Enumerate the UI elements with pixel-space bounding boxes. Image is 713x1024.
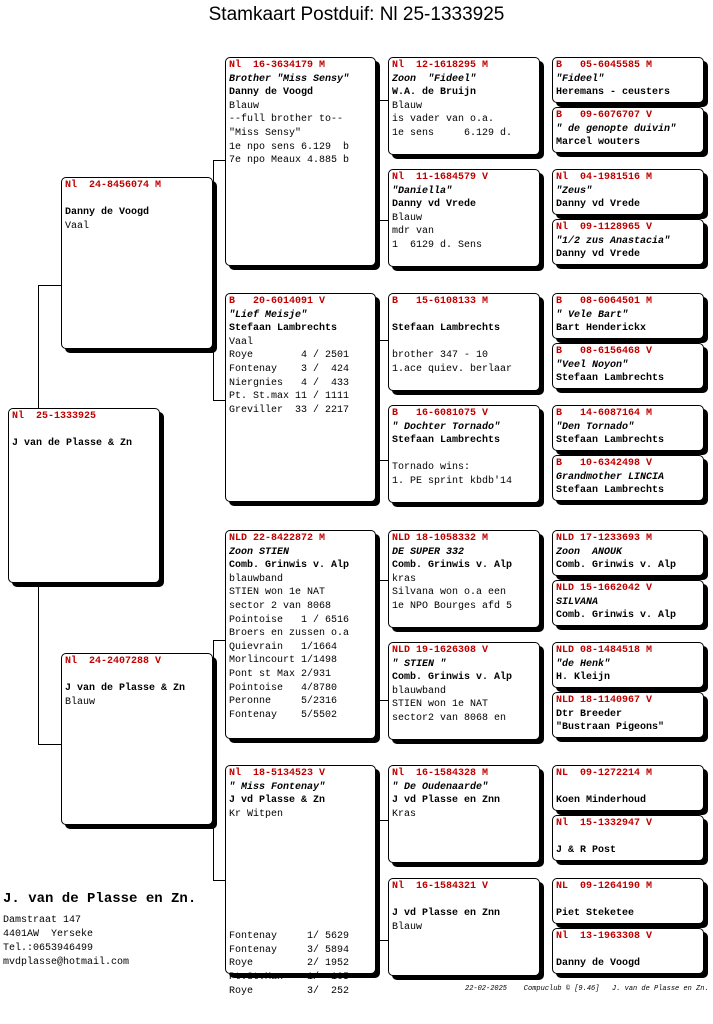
ring-number: NLD 15-1662042 V (556, 583, 653, 594)
pedigree-text-line: Brother "Miss Sensy" (229, 73, 350, 85)
pedigree-text-line: Blauw (392, 100, 423, 112)
blank-line (229, 821, 372, 835)
connector-line (38, 744, 61, 745)
great-grandparent-card (552, 107, 704, 153)
pedigree-text-line: Dtr Breeder (556, 708, 623, 720)
ring-number: Nl 24-2407288 V (65, 656, 162, 667)
connector-line (213, 160, 214, 400)
connector-line (213, 160, 225, 161)
pedigree-text-line: Blauw (229, 100, 260, 112)
blank-line (556, 781, 700, 795)
pedigree-text-line: Vaal (65, 220, 90, 232)
pedigree-text-line: J vd Plasse en Znn (392, 908, 501, 920)
great-grandparent-card (552, 343, 704, 389)
connector-line (376, 220, 388, 221)
ring-number: Nl 16-1584328 M (392, 768, 489, 779)
ring-number: B 08-6064501 M (556, 296, 653, 307)
dam-sire-card (225, 530, 376, 739)
pedigree-text-line: "Fideel" (556, 73, 605, 85)
pedigree-text-line: kras (392, 573, 417, 585)
connector-line (376, 580, 388, 581)
great-grandparent-card (552, 455, 704, 501)
blank-line (556, 894, 700, 908)
blank-line (556, 831, 700, 845)
pedigree-text-line: Fontenay 5/5502 (229, 709, 338, 721)
connector-line (213, 640, 214, 880)
sire-dam-card (225, 293, 376, 502)
pedigree-text-line: Danny vd Vrede (556, 199, 641, 211)
ring-number: B 20-6014091 V (229, 296, 326, 307)
pedigree-text-line: 1e npo sens 6.129 b (229, 141, 350, 153)
pedigree-text-line: Morlincourt 1/1498 (229, 655, 338, 667)
pedigree-text-line: Danny de Voogd (65, 207, 150, 219)
pedigree-text-line: blauwband (392, 685, 447, 697)
ring-number: Nl 16-3634179 M (229, 60, 326, 71)
blank-line (229, 876, 372, 890)
great-grandparent-card (552, 219, 704, 265)
ring-number: B 10-6342498 V (556, 458, 653, 469)
ring-number: Nl 24-8456074 M (65, 180, 162, 191)
pedigree-text-line: Fontenay 3/ 5894 (229, 944, 350, 956)
dam-sire-sire-card (388, 530, 540, 628)
pedigree-text-line: Heremans - ceusters (556, 87, 671, 99)
owner-name: J. van de Plasse en Zn. (3, 891, 197, 907)
pedigree-text-line: Stefaan Lambrechts (556, 485, 665, 497)
pedigree-text-line: "Zeus" (556, 185, 593, 197)
sire-sire-card (225, 57, 376, 266)
pedigree-text-line: 1.ace quiev. berlaar (392, 363, 513, 375)
blank-line (229, 862, 372, 876)
pedigree-text-line: Tornado wins: (392, 462, 471, 474)
pedigree-text-line: Roye 4 / 2501 (229, 350, 350, 362)
dam-dam-dam-card (388, 878, 540, 976)
pedigree-text-line: 1e NPO Bourges afd 5 (392, 600, 513, 612)
pedigree-text-line: Danny vd Vrede (392, 199, 477, 211)
connector-line (376, 340, 388, 341)
pedigree-text-line: Blauw (392, 921, 423, 933)
connector-line (376, 820, 377, 940)
ring-number: B 15-6108133 M (392, 296, 489, 307)
pedigree-text-line: Stefaan Lambrechts (229, 323, 338, 335)
pedigree-text-line: Stefaan Lambrechts (392, 323, 501, 335)
great-grandparent-card (552, 580, 704, 626)
ring-number: B 05-6045585 M (556, 60, 653, 71)
blank-line (392, 448, 536, 462)
pedigree-text-line: blauwband (229, 573, 284, 585)
pedigree-text-line: " Vele Bart" (556, 309, 629, 321)
sire-card (61, 177, 213, 349)
pedigree-text-line: Pointoise 4/8780 (229, 682, 338, 694)
ring-number: NLD 18-1058332 M (392, 533, 489, 544)
pedigree-text-line: J vd Plasse en Znn (392, 795, 501, 807)
connector-line (376, 460, 388, 461)
pedigree-text-line: Pt.St.Max 1/ 105 (229, 971, 350, 983)
dam-sire-dam-card (388, 642, 540, 740)
pedigree-text-line: Comb. Grinwis v. Alp (556, 560, 677, 572)
pedigree-text-line: is vader van o.a. (392, 114, 495, 126)
great-grandparent-card (552, 765, 704, 811)
great-grandparent-card (552, 928, 704, 974)
pedigree-text-line: Zoon STIEN (229, 546, 290, 558)
pedigree-text-line: Kr Witpen (229, 808, 284, 820)
pedigree-text-line: J vd Plasse & Zn (229, 795, 326, 807)
great-grandparent-card (552, 405, 704, 451)
sire-dam-sire-card (388, 293, 540, 391)
great-grandparent-card (552, 57, 704, 103)
pedigree-text-line: Blauw (65, 696, 96, 708)
pedigree-text-line: Stefaan Lambrechts (392, 435, 501, 447)
pedigree-text-line: Comb. Grinwis v. Alp (229, 560, 350, 572)
ring-number: NLD 19-1626308 V (392, 645, 489, 656)
pedigree-text-line: SILVANA (556, 596, 599, 608)
ring-number: NLD 08-1484518 M (556, 645, 653, 656)
blank-line (65, 193, 209, 207)
pedigree-text-line: STIEN won 1e NAT (229, 587, 326, 599)
blank-line (556, 944, 700, 958)
owner-street: Damstraat 147 (3, 915, 82, 926)
ring-number: Nl 16-1584321 V (392, 881, 489, 892)
pedigree-text-line: "Lief Meisje" (229, 309, 308, 321)
dam-dam-card (225, 765, 376, 997)
connector-line (38, 285, 61, 286)
ring-number: Nl 15-1332947 V (556, 818, 653, 829)
great-grandparent-card (552, 878, 704, 924)
pedigree-text-line: Fontenay 1/ 5629 (229, 931, 350, 943)
ring-number: NLD 17-1233693 M (556, 533, 653, 544)
ring-number: B 09-6076707 V (556, 110, 653, 121)
dam-card (61, 653, 213, 825)
ring-number: Nl 09-1128965 V (556, 222, 653, 233)
ring-number: NL 09-1272214 M (556, 768, 653, 779)
pedigree-text-line: Koen Minderhoud (556, 795, 647, 807)
blank-line (229, 889, 372, 903)
pedigree-text-line: Peronne 5/2316 (229, 696, 338, 708)
blank-line (12, 424, 156, 438)
owner-email: mvdplasse@hotmail.com (3, 957, 130, 968)
subject-pigeon-card (8, 408, 160, 583)
pedigree-text-line: Roye 2/ 1952 (229, 958, 350, 970)
pedigree-text-line: H. Kleijn (556, 672, 611, 684)
pedigree-text-line: Kras (392, 808, 417, 820)
owner-city: 4401AW Yerseke (3, 929, 94, 940)
pedigree-text-line: STIEN won 1e NAT (392, 699, 489, 711)
pedigree-text-line: "Miss Sensy" (229, 127, 302, 139)
pedigree-text-line: J van de Plasse & Zn (65, 683, 186, 695)
connector-line (376, 580, 377, 700)
pedigree-text-line: Piet Steketee (556, 908, 635, 920)
pedigree-text-line: Bart Henderickx (556, 323, 647, 335)
connector-line (376, 100, 388, 101)
pedigree-text-line: " de genopte duivin" (556, 123, 677, 135)
pedigree-text-line: Vaal (229, 336, 254, 348)
blank-line (229, 903, 372, 917)
blank-line (229, 849, 372, 863)
ring-number: B 14-6087164 M (556, 408, 653, 419)
connector-line (213, 400, 225, 401)
pedigree-text-line: Blauw (392, 212, 423, 224)
pedigree-text-line: Comb. Grinwis v. Alp (556, 610, 677, 622)
pedigree-text-line: 1. PE sprint kbdb'14 (392, 475, 513, 487)
great-grandparent-card (552, 293, 704, 339)
blank-line (229, 835, 372, 849)
pedigree-text-line: DE SUPER 332 (392, 546, 465, 558)
pedigree-text-line: " De Oudenaarde" (392, 781, 489, 793)
pedigree-text-line: sector 2 van 8068 (229, 600, 332, 612)
blank-line (392, 336, 536, 350)
pedigree-text-line: Zoon "Fideel" (392, 73, 477, 85)
pedigree-text-line: Zoon ANOUK (556, 546, 623, 558)
pedigree-text-line: 1 6129 d. Sens (392, 239, 483, 251)
connector-line (376, 940, 388, 941)
pedigree-text-line: Danny de Voogd (556, 958, 641, 970)
ring-number: Nl 18-5134523 V (229, 768, 326, 779)
pedigree-text-line: "Den Tornado" (556, 421, 635, 433)
sire-sire-sire-card (388, 57, 540, 155)
pedigree-text-line: "Bustraan Pigeons" (556, 722, 665, 734)
ring-number: Nl 04-1981516 M (556, 172, 653, 183)
blank-line (392, 309, 536, 323)
pedigree-text-line: 1e sens 6.129 d. (392, 127, 513, 139)
pedigree-text-line: Pointoise 1 / 6516 (229, 614, 350, 626)
connector-line (213, 640, 225, 641)
pedigree-text-line: 7e npo Meaux 4.885 b (229, 155, 350, 167)
footer-credits: 22-02-2025 Compuclub © [9.46] J. van de Plasse en Zn. (465, 985, 709, 993)
page-title: Stamkaart Postduif: Nl 25-1333925 (208, 4, 505, 25)
owner-address-block (3, 890, 218, 970)
ring-number: NL 09-1264190 M (556, 881, 653, 892)
pedigree-text-line: Danny vd Vrede (556, 249, 641, 261)
connector-line (376, 820, 388, 821)
pedigree-text-line: Silvana won o.a een (392, 587, 507, 599)
pedigree-text-line: Comb. Grinwis v. Alp (392, 560, 513, 572)
great-grandparent-card (552, 692, 704, 738)
pedigree-text-line: Stefaan Lambrechts (556, 373, 665, 385)
connector-line (376, 340, 377, 460)
blank-line (392, 894, 536, 908)
pedigree-text-line: "1/2 zus Anastacia" (556, 235, 671, 247)
great-grandparent-card (552, 642, 704, 688)
ring-number: Nl 12-1618295 M (392, 60, 489, 71)
ring-number: B 16-6081075 V (392, 408, 489, 419)
connector-line (376, 100, 377, 220)
connector-line (213, 880, 225, 881)
pedigree-text-line: Pt. St.max 11 / 1111 (229, 391, 350, 403)
dam-dam-sire-card (388, 765, 540, 863)
pedigree-text-line: Marcel wouters (556, 137, 641, 149)
great-grandparent-card (552, 169, 704, 215)
pedigree-text-line: Fontenay 3 / 424 (229, 363, 350, 375)
pedigree-text-line: Quievrain 1/1664 (229, 641, 338, 653)
pedigree-text-line: Comb. Grinwis v. Alp (392, 672, 513, 684)
pedigree-text-line: Pont st Max 2/931 (229, 668, 332, 680)
pedigree-text-line: Broers en zussen o.a (229, 628, 350, 640)
pedigree-text-line: sector2 van 8068 en (392, 712, 507, 724)
sire-dam-dam-card (388, 405, 540, 503)
owner-phone: Tel.:0653946499 (3, 943, 94, 954)
pedigree-text-line: J van de Plasse & Zn (12, 438, 133, 450)
ring-number: Nl 13-1963308 V (556, 931, 653, 942)
pedigree-text-line: " STIEN " (392, 658, 447, 670)
connector-line (376, 700, 388, 701)
pedigree-text-line: Greviller 33 / 2217 (229, 404, 350, 416)
pedigree-text-line: Danny de Voogd (229, 87, 314, 99)
pedigree-text-line: Grandmother LINCIA (556, 471, 665, 483)
pedigree-text-line: Niergnies 4 / 433 (229, 377, 350, 389)
pedigree-text-line: W.A. de Bruijn (392, 87, 477, 99)
ring-number: Nl 25-1333925 (12, 411, 97, 422)
pedigree-text-line: --full brother to-- (229, 114, 344, 126)
pedigree-text-line: " Dochter Tornado" (392, 421, 501, 433)
sire-sire-dam-card (388, 169, 540, 267)
ring-number: B 08-6156468 V (556, 346, 653, 357)
pedigree-text-line: Roye 3/ 252 (229, 985, 350, 997)
pedigree-text-line: brother 347 - 10 (392, 350, 489, 362)
blank-line (65, 669, 209, 683)
pedigree-text-line: "Veel Noyon" (556, 359, 629, 371)
pedigree-text-line: " Miss Fontenay" (229, 781, 326, 793)
ring-number: Nl 11-1684579 V (392, 172, 489, 183)
pedigree-text-line: "de Henk" (556, 658, 611, 670)
blank-line (229, 917, 372, 931)
great-grandparent-card (552, 815, 704, 861)
ring-number: NLD 18-1140967 V (556, 695, 653, 706)
ring-number: NLD 22-8422872 M (229, 533, 326, 544)
pedigree-text-line: mdr van (392, 226, 435, 238)
pedigree-text-line: J & R Post (556, 845, 617, 857)
great-grandparent-card (552, 530, 704, 576)
pedigree-text-line: Stefaan Lambrechts (556, 435, 665, 447)
pedigree-text-line: "Daniella" (392, 185, 453, 197)
